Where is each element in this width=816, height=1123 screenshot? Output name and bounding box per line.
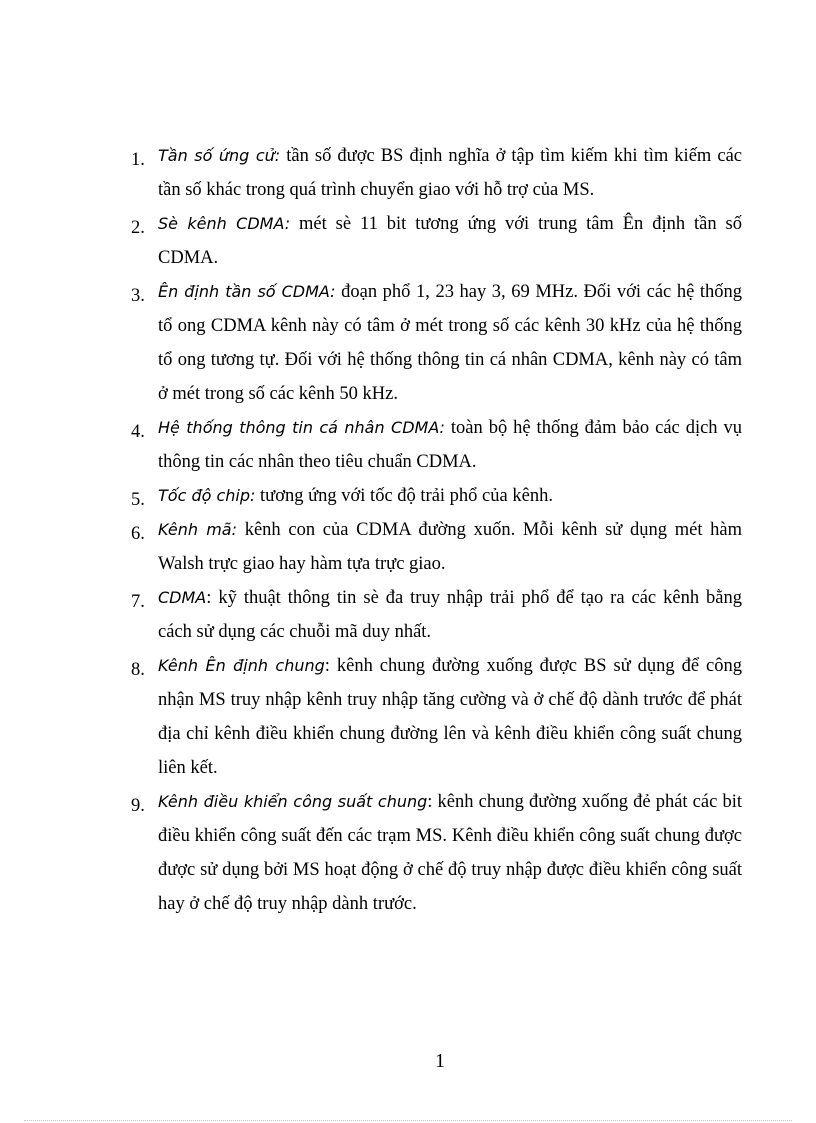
item-number: 6. — [131, 524, 145, 544]
page-number: 1 — [435, 1050, 445, 1072]
item-number: 3. — [131, 286, 145, 306]
item-text: đoạn phổ 1, 23 hay 3, 69 MHz. Đối với các hệ thống tổ ong CDMA kênh này có tâm ở mét trong số các kênh 30 kHz của hệ thống tổ ong tương tự. Đối với hệ thống thông tin cá nhân CDMA, kênh này có tâm ở mét trong số các kênh 50 kHz. — [158, 282, 743, 404]
item-term: CDMA — [158, 588, 207, 607]
item-term: Sè kênh CDMA: — [158, 214, 291, 233]
list-item — [128, 479, 742, 513]
item-term: Hệ thống thông tin cá nhân CDMA: — [158, 418, 445, 437]
list-item — [128, 649, 742, 785]
item-text: : kênh chung đường xuống đẻ phát các bit điều khiển công suất đến các trạm MS. Kênh điều khiển công suất chung được được sử dụng bởi MS hoạt động ở chế độ truy nhập được điều khiển công suất hay ở chế độ truy nhập dành trước. — [158, 792, 742, 914]
list-item — [128, 207, 742, 275]
item-number: 5. — [131, 490, 145, 510]
list-item — [128, 581, 742, 649]
item-number: 2. — [131, 218, 145, 238]
page-bottom-divider — [24, 1120, 792, 1121]
item-term: Kênh Ên định chung — [158, 656, 325, 675]
item-term: Kênh mã: — [158, 520, 237, 539]
list-item — [128, 785, 742, 921]
item-term: Tần số ứng cử: — [158, 146, 281, 165]
item-text: toàn bộ hệ thống đảm bảo các dịch vụ thông tin các nhân theo tiêu chuẩn CDMA. — [158, 418, 742, 472]
item-term: Tốc độ chip: — [158, 486, 256, 505]
item-number: 1. — [131, 150, 145, 170]
definition-list — [128, 139, 742, 921]
item-text: tần số được BS định nghĩa ở tập tìm kiếm khi tìm kiếm các tần số khác trong quá trình chuyển giao với hỗ trợ của MS. — [158, 146, 742, 200]
item-text: kênh con của CDMA đường xuốn. Mỗi kênh sử dụng mét hàm Walsh trực giao hay hàm tựa trực giao. — [158, 520, 743, 574]
list-item — [128, 275, 742, 411]
item-term: Ên định tần số CDMA: — [158, 282, 336, 301]
item-number: 8. — [131, 660, 145, 680]
item-text: : kỹ thuật thông tin sè đa truy nhập trải phổ để tạo ra các kênh bằng cách sử dụng các chuỗi mã duy nhất. — [158, 588, 742, 642]
item-term: Kênh điều khiển công suất chung — [158, 792, 428, 811]
item-text: tương ứng với tốc độ trải phổ của kênh. — [255, 486, 553, 506]
item-number: 9. — [131, 796, 145, 816]
list-item — [128, 411, 742, 479]
list-item — [128, 139, 742, 207]
item-number: 7. — [131, 592, 145, 612]
item-text: : kênh chung đường xuống được BS sử dụng để công nhận MS truy nhập kênh truy nhập tăng cường và ở chế độ dành trước để phát địa chỉ kênh điều khiển chung đường lên và kênh điều khiển công suất chung liên kết. — [158, 656, 742, 778]
item-text: mét sè 11 bit tương ứng với trung tâm Ên định tần số CDMA. — [158, 214, 742, 268]
item-number: 4. — [131, 422, 145, 442]
list-item — [128, 513, 742, 581]
